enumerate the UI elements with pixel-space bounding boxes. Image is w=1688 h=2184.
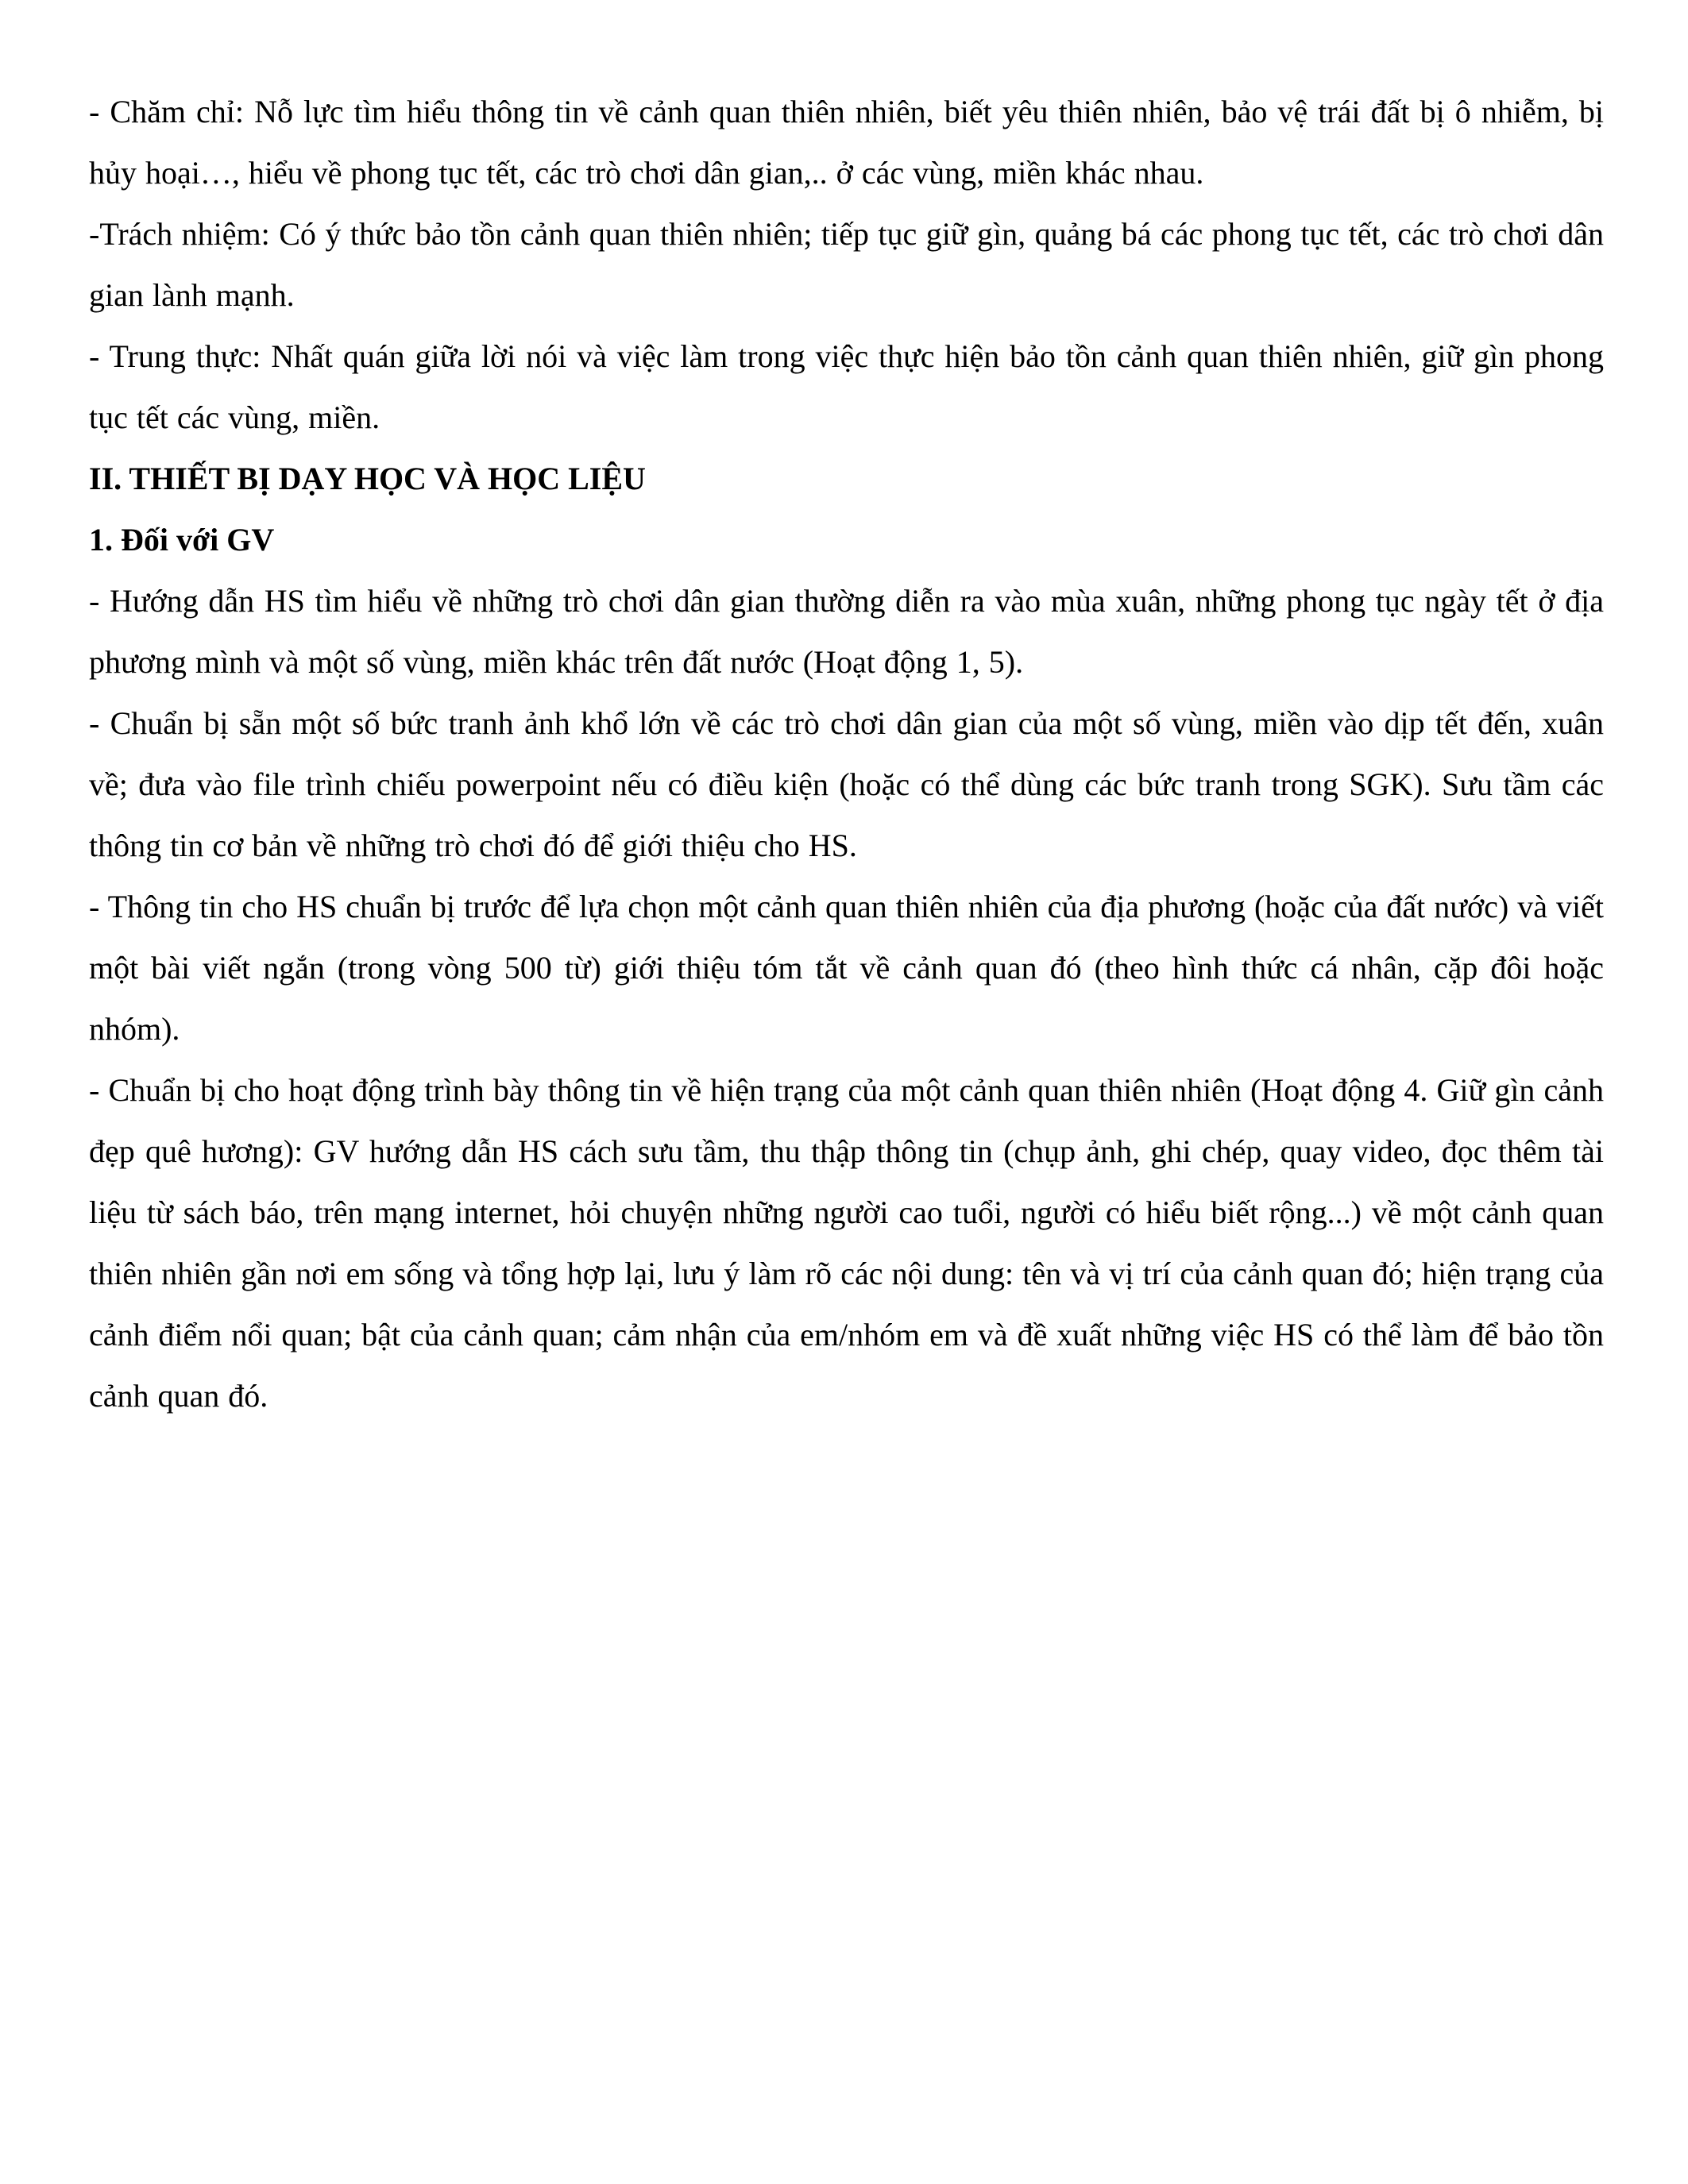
para-huong-dan-hs: - Hướng dẫn HS tìm hiểu về những trò chơi dân gian thường diễn ra vào mùa xuân, những phong tục ngày tết ở địa phương mình và một số vùng, miền khác trên đất nước (Hoạt động 1, 5). <box>89 583 1604 680</box>
para-chuan-bi-tranh-anh: - Chuẩn bị sẵn một số bức tranh ảnh khổ lớn về các trò chơi dân gian của một số vùng, miền vào dịp tết đến, xuân về; đưa vào file trình chiếu powerpoint nếu có điều kiện (hoặc có thể dùng các bức tranh trong SGK). Sưu tầm các thông tin cơ bản về những trò chơi đó để giới thiệu cho HS. <box>89 705 1604 863</box>
para-chuan-bi-hoat-dong: - Chuẩn bị cho hoạt động trình bày thông tin về hiện trạng của một cảnh quan thiên nhiên (Hoạt động 4. Giữ gìn cảnh đẹp quê hương): GV hướng dẫn HS cách sưu tầm, thu thập thông tin (chụp ảnh, ghi chép, quay video, đọc thêm tài liệu từ sách báo, trên mạng internet, hỏi chuyện những người cao tuổi, người có hiểu biết rộng...) về một cảnh quan thiên nhiên gần nơi em sống và tổng hợp lại, lưu ý làm rõ các nội dung: tên và vị trí của cảnh quan đó; hiện trạng của cảnh điểm nổi quan; bật của cảnh quan; cảm nhận của em/nhóm em và đề xuất những việc HS có thể làm để bảo tồn cảnh quan đó. <box>89 1072 1604 1414</box>
para-cham-chi: - Chăm chỉ: Nỗ lực tìm hiểu thông tin về cảnh quan thiên nhiên, biết yêu thiên nhiên, bảo vệ trái đất bị ô nhiễm, bị hủy hoại…, hiểu về phong tục tết, các trò chơi dân gian,.. ở các vùng, miền khác nhau. <box>89 94 1604 191</box>
para-trach-nhiem: -Trách nhiệm: Có ý thức bảo tồn cảnh quan thiên nhiên; tiếp tục giữ gìn, quảng bá các phong tục tết, các trò chơi dân gian lành mạnh. <box>89 216 1604 313</box>
para-trung-thuc: - Trung thực: Nhất quán giữa lời nói và việc làm trong việc thực hiện bảo tồn cảnh quan thiên nhiên, giữ gìn phong tục tết các vùng, miền. <box>89 338 1604 435</box>
subheading-doi-voi-gv: 1. Đối với GV <box>89 522 275 558</box>
para-thong-tin-cho-hs: - Thông tin cho HS chuẩn bị trước để lựa chọn một cảnh quan thiên nhiên của địa phương (hoặc của đất nước) và viết một bài viết ngắn (trong vòng 500 từ) giới thiệu tóm tắt về cảnh quan đó (theo hình thức cá nhân, cặp đôi hoặc nhóm). <box>89 889 1604 1047</box>
section-heading-thiet-bi-day-hoc: II. THIẾT BỊ DẠY HỌC VÀ HỌC LIỆU <box>89 461 646 496</box>
